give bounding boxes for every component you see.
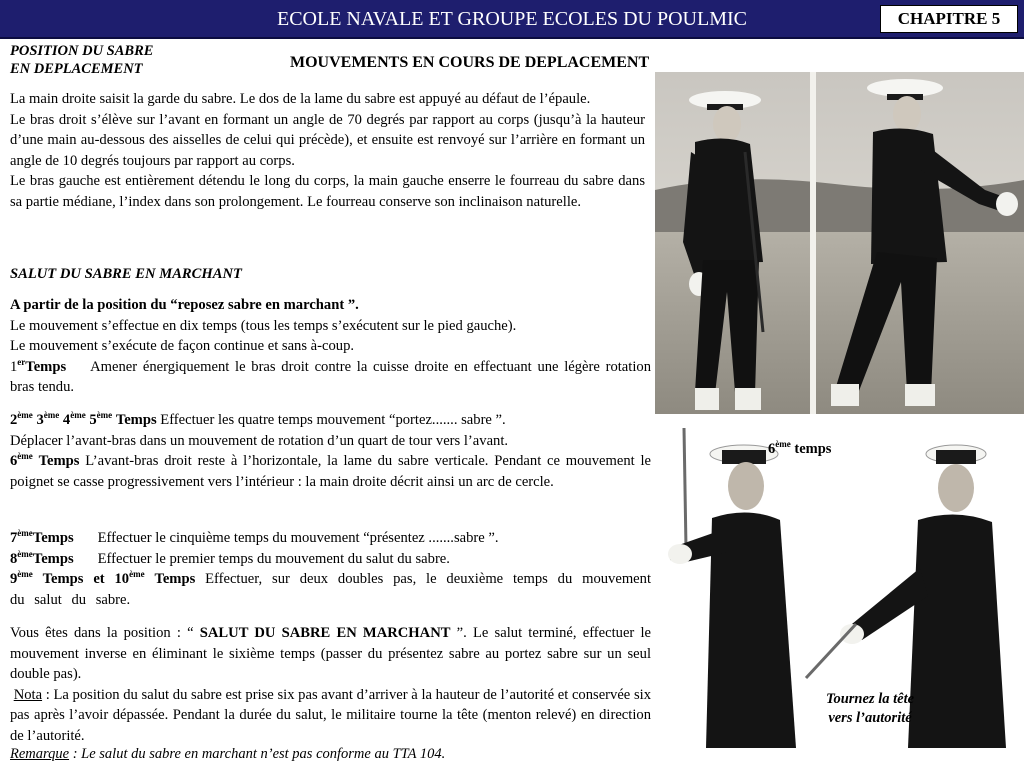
closing-block xyxy=(10,623,651,746)
remark: Remarque : Le salut du sabre en marchant n’est pas conforme au TTA 104. xyxy=(10,746,446,762)
intro-paragraph-2: Le bras droit s’élève sur l’avant en formant un angle de 70 degrés par rapport au corps (jusqu’à la hauteur d’une main au-dessous des aisselles de celui qui précède), et ensuite est renvoyé sur l’arrière en formant un angle de 10 degrés toujours par rapport au corps. xyxy=(10,111,645,169)
salut-line-1: Le mouvement s’effectue en dix temps (tous les temps s’exécutent sur le pied gauche). xyxy=(10,317,517,334)
salut-line-2: Le mouvement s’exécute de façon continue et sans à-coup. xyxy=(10,338,355,354)
chapter-badge: CHAPITRE 5 xyxy=(880,5,1018,33)
step-1: 1erTemps Amener énergiquement le bras droit contre la cuisse droite en effectuant une légère rotation bras tendu. xyxy=(10,356,651,395)
nota-paragraph: Nota : La position du salut du sabre est prise six pas avant d’arriver à la hauteur de l’autorité et conservée six pas après l’avoir dépassée. Pendant la durée du salut, le militaire tourne la tête (menton relevé) en direction de l’autorité. xyxy=(10,686,651,744)
steps-2-6-block xyxy=(10,410,651,492)
salut-block xyxy=(10,295,651,398)
section-title-line1: POSITION DU SABRE xyxy=(10,43,154,59)
photo-caption-line1: Tournez la tête xyxy=(825,691,915,707)
step-2-5: 2ème 3ème 4ème 5ème Temps Effectuer les quatre temps mouvement “portez....... sabre ”. xyxy=(10,410,506,428)
main-title: MOUVEMENTS EN COURS DE DEPLACEMENT xyxy=(290,54,650,71)
salut-heading: SALUT DU SABRE EN MARCHANT xyxy=(10,266,242,282)
step-8: 8èmeTemps Effectuer le premier temps du mouvement du salut du sabre. xyxy=(10,548,450,567)
step-9-10: 9ème Temps et 10ème Temps Effectuer, sur deux doubles pas, le deuxième temps du mouvement du salut du sabre. xyxy=(10,569,652,608)
sixth-temps-label: 6ème temps xyxy=(768,439,832,457)
section-title xyxy=(10,42,230,78)
photo-caption xyxy=(800,690,940,728)
steps-7-10-block xyxy=(10,528,651,610)
document-title: ECOLE NAVALE ET GROUPE ECOLES DU POULMIC xyxy=(276,8,748,30)
step-7: 7èmeTemps Effectuer le cinquième temps du mouvement “présentez .......sabre ”. xyxy=(10,528,499,546)
marching-photo-illustration xyxy=(655,72,1024,414)
section-title-line2: EN DEPLACEMENT xyxy=(10,61,143,77)
photo-caption-line2: vers l’autorité xyxy=(828,710,912,726)
closing-paragraph: Vous êtes dans la position : “ SALUT DU SABRE EN MARCHANT ”. Le salut terminé, effectuer le mouvement inverse en éliminant le sixième temps (passer du présentez sabre au portez sabre sur un seul double pas). xyxy=(10,625,652,682)
intro-block xyxy=(10,89,645,212)
step-6: 6ème Temps L’avant-bras droit reste à l’horizontale, la lame du sabre verticale. Pendant ce mouvement le poignet se casse progressivement vers l’intérieur : la main droite décrit ainsi un arc de cercle. xyxy=(10,451,652,490)
step-2-5-line2: Déplacer l’avant-bras dans un mouvement de rotation d’un quart de tour vers l’avant. xyxy=(10,432,509,449)
intro-paragraph-3: Le bras gauche est entièrement détendu le long du corps, la main gauche enserre le fourreau du sabre dans sa partie médiane, l’index dans son prolongement. Le fourreau conserve son inclinaison naturelle. xyxy=(10,173,645,210)
intro-paragraph-1: La main droite saisit la garde du sabre. Le dos de la lame du sabre est appuyé au défaut de l’épaule. xyxy=(10,91,591,107)
salut-lead: A partir de la position du “reposez sabre en marchant ”. xyxy=(10,297,359,313)
marching-photo xyxy=(655,72,1024,414)
